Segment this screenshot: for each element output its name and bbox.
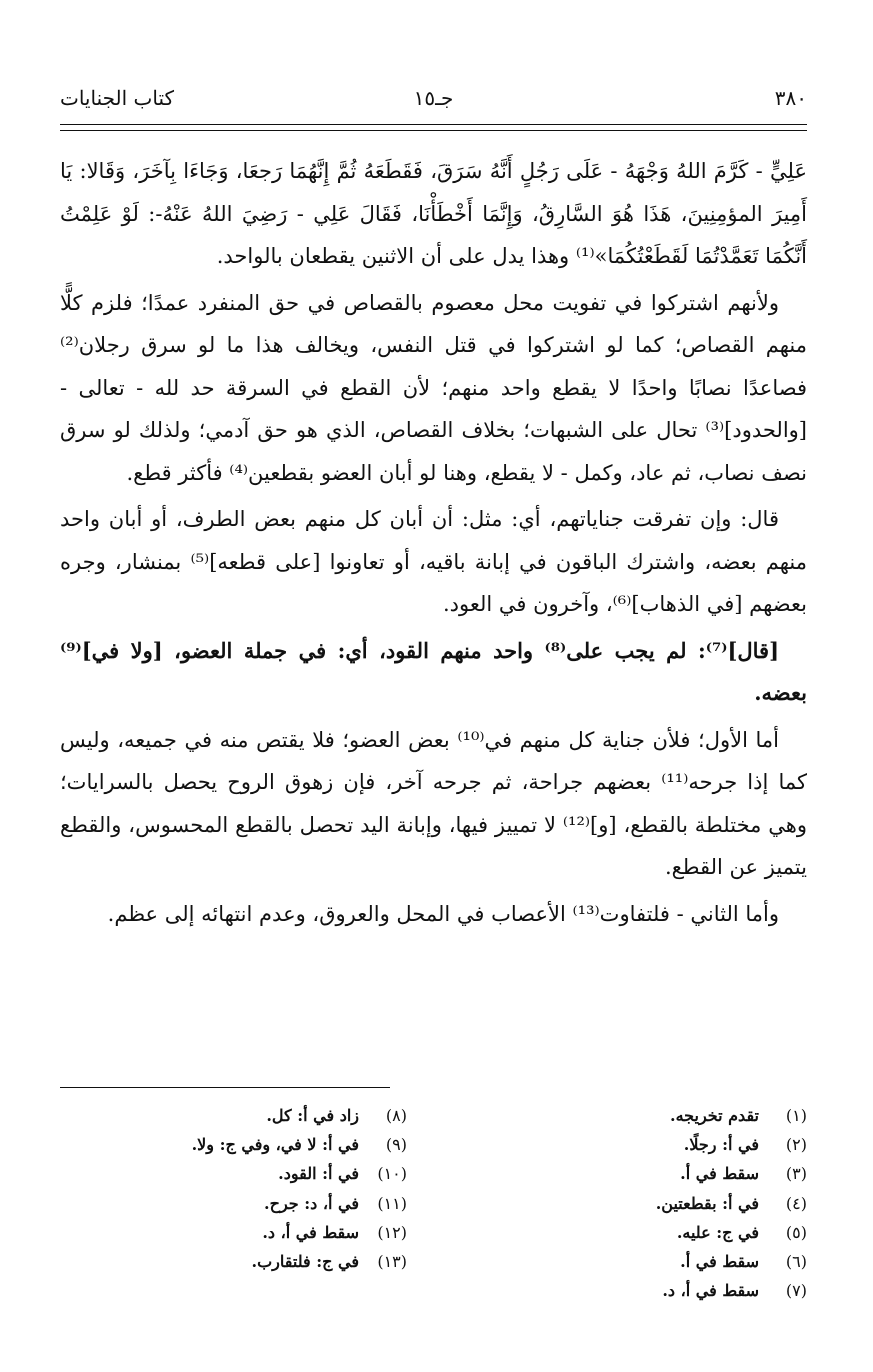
footnotes-column-1 [477,1101,807,1305]
footnote: (١٢) سقط في أ، د. [262,1222,407,1242]
book-page [60,0,807,1372]
page-header [60,86,807,120]
volume-label: جـ١٥ [413,86,454,110]
footnote: (٢) في أ: رجلًا. [683,1135,807,1155]
footnote: (٧) سقط في أ، د. [662,1281,807,1301]
footnote: (٥) في ج: عليه. [676,1222,807,1242]
footnote: (١٣) في ج: فلتقارب. [251,1252,407,1272]
footnote: (١) تقدم تخريجه. [670,1106,807,1125]
main-text [60,150,807,935]
paragraph-6: وأما الثاني - فلتفاوت⁽¹³⁾ الأعصاب في المحل والعروق، وعدم انتهائه إلى عظم. [107,901,779,926]
paragraph-1: عَلِيٍّ - كَرَّمَ اللهُ وَجْهَهُ - عَلَى رَجُلٍ أَنَّهُ سَرَقَ، فَقَطَعَهُ ثُمَّ إِنَّهُمَا رَجعَا، وَجَاءَا بِآخَرَ، وَقَالا: يَا أَمِيرَ المؤمِنِينَ، هَذَا هُوَ السَّارِقُ، وَإِنَّمَا أَخْطَأْنَا، فَقَالَ عَلِي - رَضِيَ اللهُ عَنْهُ-: لَوْ عَلِمْتُ أَنَّكُمَا تَعَمَّدْتُمَا لَقَطَعْتُكُمَا»⁽¹⁾ وهذا يدل على أن الاثنين يقطعان بالواحد. [60,159,807,268]
paragraph-4: [قال]⁽⁷⁾: لم يجب على⁽⁸⁾ واحد منهم القود، أي: في جملة العضو، [ولا في]⁽⁹⁾ بعضه. [60,637,807,705]
footnote-separator [60,1087,390,1088]
header-rule [60,124,807,125]
footnote: (٩) في أ: لا في، وفي ج: ولا. [191,1135,407,1155]
footnotes-column-2 [67,1101,407,1276]
footnote: (١١) في أ، د: جرح. [264,1193,407,1213]
footnote: (١٠) في أ: القود. [278,1164,407,1184]
paragraph-2: ولأنهم اشتركوا في تفويت محل معصوم بالقصاص في حق المنفرد عمدًا؛ فلزم كلًّا منهم القصاص؛ كما لو اشتركوا في قتل النفس، ويخالف هذا ما لو سرق رجلان⁽²⁾ فصاعدًا نصابًا واحدًا لا يقطع واحد منهم؛ لأن القطع في السرقة حد لله - تعالى - [والحدود]⁽³⁾ تحال على الشبهات؛ بخلاف القصاص، الذي هو حق آدمي؛ ولذلك لو سرق نصف نصاب، ثم عاد، وكمل - لا يقطع، وهنا لو أبان العضو بقطعين⁽⁴⁾ فأكثر قطع. [60,290,807,485]
header-rule-double [60,130,807,131]
paragraph-3: قال: وإن تفرقت جناياتهم، أي: مثل: أن أبان كل منهم بعض الطرف، أو أبان واحد منهم بعضه، واشترك الباقون في إبانة باقيه، أو تعاونوا [على قطعه]⁽⁵⁾ بمنشار، وجره بعضهم [في الذهاب]⁽⁶⁾، وآخرون في العود. [60,507,807,616]
paragraph-5: أما الأول؛ فلأن جناية كل منهم في⁽¹⁰⁾ بعض العضو؛ فلا يقتص منه في جميعه، وليس كما إذا جرحه⁽¹¹⁾ بعضهم جراحة، ثم جرحه آخر، فإن زهوق الروح يحصل بالسرايات؛ وهي مختلطة بالقطع، [و]⁽¹²⁾ لا تمييز فيها، وإبانة اليد تحصل بالقطع المحسوس، والقطع يتميز عن القطع. [60,727,808,879]
footnote: (٤) في أ: بقطعتين. [655,1193,807,1213]
page-number: ٣٨٠ [774,86,807,110]
footnote: (٦) سقط في أ. [680,1252,807,1272]
book-title: كتاب الجنايات [60,86,175,110]
footnote: (٣) سقط في أ. [680,1164,807,1184]
footnote: (٨) زاد في أ: كل. [266,1106,407,1125]
